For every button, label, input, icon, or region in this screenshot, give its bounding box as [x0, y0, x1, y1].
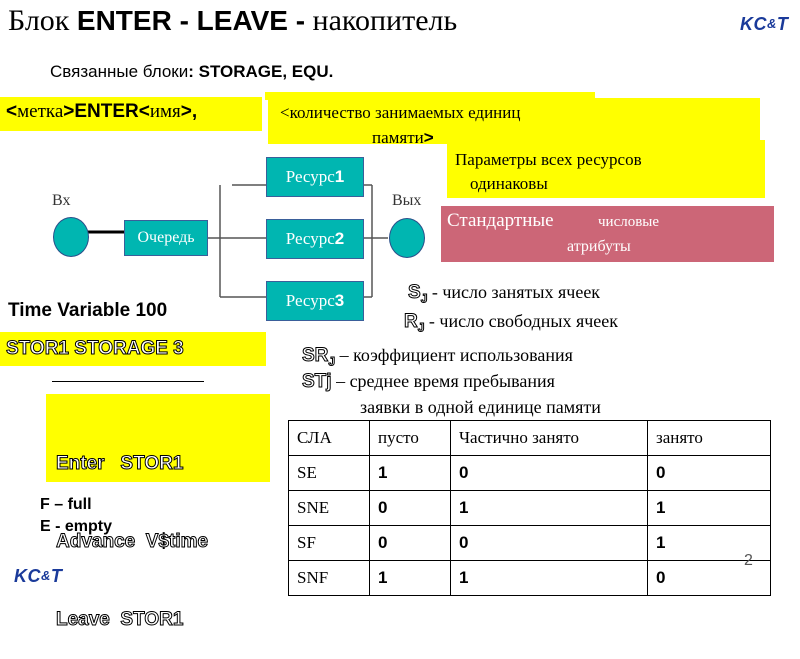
- table-cell: 0: [648, 456, 771, 491]
- title-keyword: ENTER - LEAVE -: [76, 5, 306, 36]
- table-cell: 1: [451, 491, 648, 526]
- flag-full: F – full: [40, 496, 92, 513]
- code-line-leave: Leave STOR1: [56, 609, 184, 630]
- table-header-cell: Частично занято: [451, 421, 648, 456]
- title-prefix: Блок: [8, 4, 70, 37]
- related-label: Связанные блоки: [50, 62, 189, 81]
- table-cell: 1: [370, 561, 451, 596]
- table-cell: 1: [648, 491, 771, 526]
- capacity-line1: <количество занимаемых единиц: [280, 103, 521, 122]
- logo-top: KC&T: [740, 14, 789, 34]
- std-word2: числовые: [598, 214, 660, 230]
- std-word3: атрибуты: [567, 238, 631, 255]
- storage-definition: STOR1 STORAGE 3: [0, 332, 266, 366]
- sla-table: [288, 420, 771, 596]
- params-line2: одинаковы: [470, 174, 548, 193]
- table-row: [289, 491, 771, 526]
- attr-sj: $S_J$ - число занятых ячеек: [408, 282, 601, 306]
- table-cell: 0: [648, 561, 771, 596]
- table-cell: SE: [289, 456, 370, 491]
- queue-box: Очередь: [124, 220, 208, 256]
- table-cell: 0: [451, 456, 648, 491]
- divider-line: [52, 381, 204, 382]
- logo-bottom: KC&T: [14, 566, 63, 586]
- table-cell: SNE: [289, 491, 370, 526]
- attr-stj: STj – среднее время пребывания: [302, 371, 555, 392]
- attr-srj: $SR_J$ – коэффициент использования: [302, 345, 573, 369]
- capacity-line2: памяти>: [372, 128, 434, 147]
- output-label: Вых: [392, 192, 422, 209]
- table-row: [289, 456, 771, 491]
- table-header-row: [289, 421, 771, 456]
- table-header-cell: пусто: [370, 421, 451, 456]
- output-node: [389, 218, 425, 258]
- input-label: Вх: [52, 192, 71, 209]
- enter-syntax-box: <метка>ENTER<имя>,: [0, 97, 262, 131]
- code-line-advance: Advance V$time: [56, 531, 209, 552]
- table-row: [289, 561, 771, 596]
- flag-empty: E - empty: [40, 518, 113, 535]
- page-number: 2: [744, 552, 753, 569]
- table-cell: 0: [451, 526, 648, 561]
- attr-rj: $R_J$ - число свободных ячеек: [404, 311, 619, 335]
- time-variable: Time Variable 100: [8, 300, 168, 321]
- resource-2-box: Ресурс2: [266, 219, 364, 259]
- table-row: [289, 526, 771, 561]
- resource-1-box: Ресурс1: [266, 157, 364, 197]
- params-line1: Параметры всех ресурсов: [455, 150, 642, 169]
- input-node: [53, 217, 89, 257]
- table-cell: SF: [289, 526, 370, 561]
- related-values: : STORAGE, EQU.: [188, 62, 334, 81]
- table-header-cell: занято: [648, 421, 771, 456]
- flags: [40, 494, 112, 538]
- attr-stj-line2: заявки в одной единице памяти: [360, 397, 601, 417]
- table-cell: 1: [648, 526, 771, 561]
- table-cell: 1: [370, 456, 451, 491]
- table-cell: 1: [451, 561, 648, 596]
- table-cell: SNF: [289, 561, 370, 596]
- table-header-cell: СЛА: [289, 421, 370, 456]
- table-cell: 0: [370, 526, 451, 561]
- code-line-enter: Enter STOR1: [56, 453, 184, 474]
- table-cell: 0: [370, 491, 451, 526]
- std-word1: Стандартные: [447, 210, 554, 231]
- resource-3-box: Ресурс3: [266, 281, 364, 321]
- title-suffix: накопитель: [312, 4, 458, 37]
